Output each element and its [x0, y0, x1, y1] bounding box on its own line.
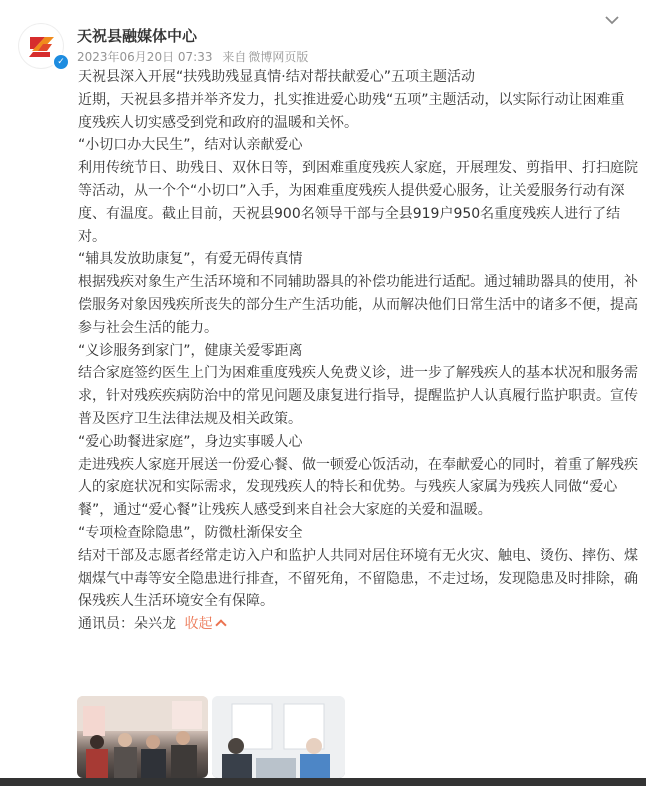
post-meta [77, 48, 314, 65]
correspondent: 通讯员：朵兴龙 [78, 616, 176, 633]
collapse-label: 收起 [184, 616, 213, 633]
chevron-up-icon [216, 619, 227, 630]
section-heading-3: “义诊服务到家门”，健康关爱零距离 [78, 342, 303, 359]
source-prefix: 来自 [222, 50, 247, 64]
section-heading-4: “爱心助餐进家庭”，身边实事暖人心 [78, 433, 303, 450]
collapse-button[interactable] [184, 616, 225, 632]
section-body-5: 结对干部及志愿者经常走访入户和监护人共同对居住环境有无火灾、触电、烫伤、摔伤、煤烟煤气中毒等安全隐患进行排查，不留死角，不留隐患，不走过场，发现隐患及时排除，确保残疾人生活环境安全有保障。 [78, 547, 638, 610]
section-body-1: 利用传统节日、助残日、双休日等，到困难重度残疾人家庭，开展理发、剪指甲、打扫庭院等活动，从一个个“小切口”入手，为困难重度残疾人提供爱心服务，让关爱服务行动有深度、有温度。截止目前，天祝县900名领导干部与全县919户950名重度残疾人进行了结对。 [78, 160, 638, 245]
post-image-2[interactable] [212, 696, 345, 778]
section-heading-2: “辅具发放助康复”，有爱无碍传真情 [78, 251, 303, 268]
post-headline: 天祝县深入开展“扶残助残显真情·结对帮扶献爱心”五项主题活动 [78, 69, 475, 85]
section-body-3: 结合家庭签约医生上门为困难重度残疾人免费义诊，进一步了解残疾人的基本状况和服务需求，针对残疾疾病防治中的常见问题及康复进行指导，提醒监护人认真履行监护职责。宣传普及医疗卫生法律法规及相关政策。 [78, 365, 638, 427]
verified-icon: ✓ [52, 53, 70, 71]
post-source: 微博网页版 [248, 50, 309, 64]
author-name[interactable]: 天祝县融媒体中心 [77, 27, 198, 45]
photo-visit-icon [212, 696, 345, 778]
section-body-4: 走进残疾人家庭开展送一份爱心餐、做一顿爱心饭活动，在奉献爱心的同时，着重了解残疾人的家庭状况和实际需求，发现残疾人的特长和优势。与残疾人家属为残疾人同做“爱心餐”，通过“爱心餐”让残疾人感受到来自社会大家庭的关爱和温暖。 [78, 456, 638, 519]
section-body-2: 根据残疾对象生产生活环境和不同辅助器具的补偿功能进行适配。通过辅助器具的使用，补偿服务对象因残疾所丧失的部分生产生活功能，从而解决他们日常生活中的诸多不便，提高参与社会生活的能力。 [78, 274, 638, 336]
post-date[interactable]: 2023年06月20日 07:33 [77, 50, 213, 64]
correspondent-row [78, 613, 638, 636]
post-text [78, 66, 638, 636]
paragraph-intro: 近期，天祝县多措并举齐发力，扎实推进爱心助残“五项”主题活动，以实际行动让困难重度残疾人切实感受到党和政府的温暖和关怀。 [78, 91, 625, 131]
photo-people-icon [77, 696, 208, 778]
section-heading-1: “小切口办大民生”，结对认亲献爱心 [78, 137, 303, 154]
more-options-button[interactable] [602, 12, 622, 26]
chevron-down-icon [602, 13, 622, 27]
post-image-1[interactable] [77, 696, 208, 778]
section-heading-5: “专项检查除隐患”，防微杜渐保安全 [78, 524, 303, 541]
taskbar [0, 778, 646, 786]
